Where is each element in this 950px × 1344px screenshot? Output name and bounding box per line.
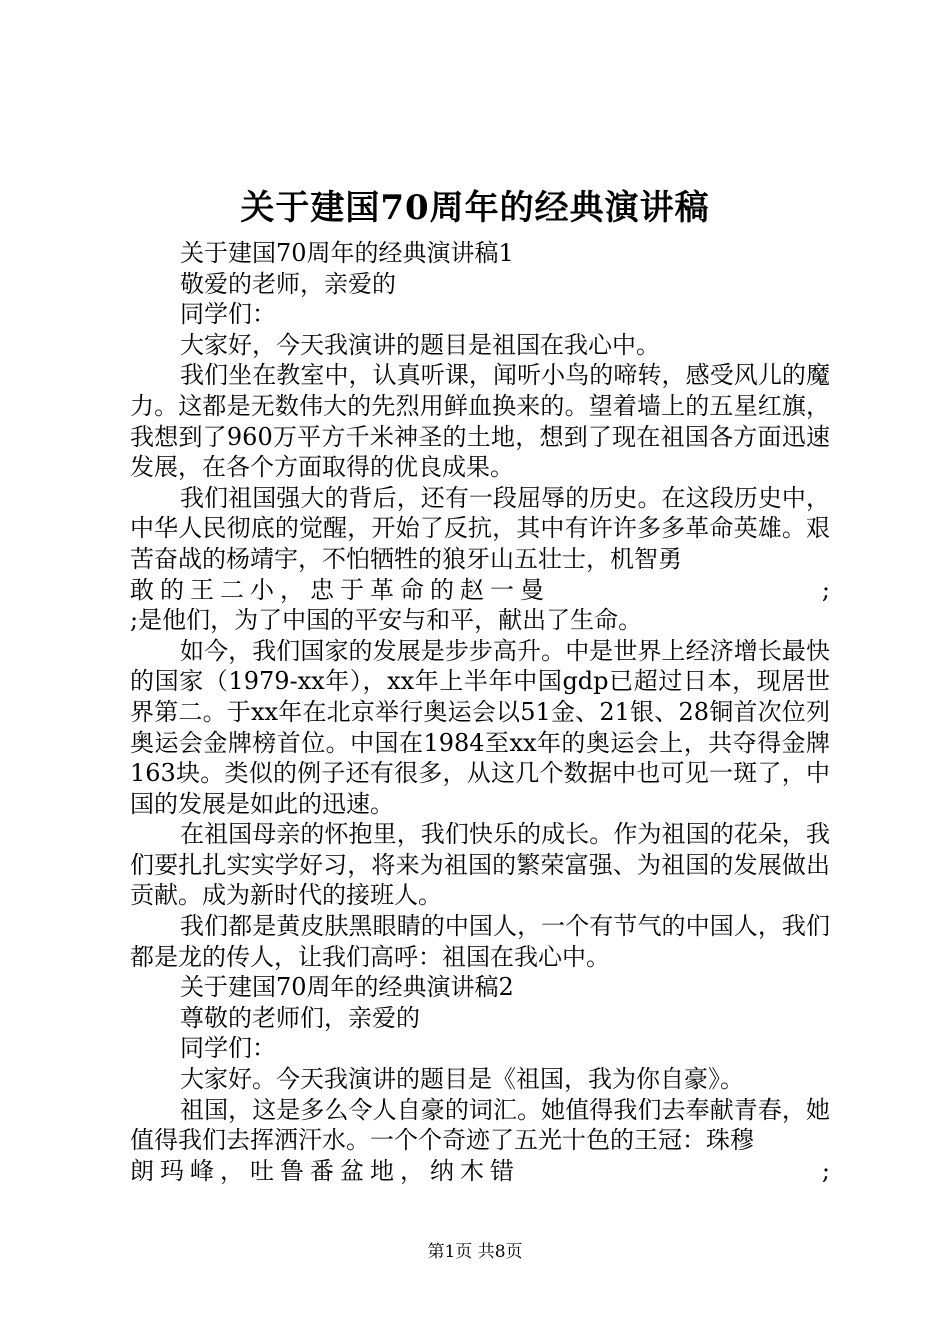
paragraph: 我们祖国强大的背后，还有一段屈辱的历史。在这段历史中，中华人民彻底的觉醒，开始了反抗，其中有许许多多革命英雄。艰苦奋战的杨靖宇，不怕牺牲的狼牙山五壮士，机智勇 [130,483,830,573]
justified-line [130,575,830,606]
paragraph: 如今，我们国家的发展是步步高升。中是世界上经济增长最快的国家（1979-xx年），xx年上半年中国gdp已超过日本，现居世界第二。于xx年在北京举行奥运会以51金、21银、28铜首次位列奥运会金牌榜首位。中国在1984至xx年的奥运会上，共夺得金牌163块。类似的例子还有很多，从这几个数据中也可见一斑了，中国的发展是如此的迅速。 [130,636,830,818]
page-footer: 第1页 共8页 [427,1242,523,1262]
paragraph: 祖国，这是多么令人自豪的词汇。她值得我们去奉献青春，她值得我们去挥洒汗水。一个个奇迹了五光十色的王冠：珠穆 [130,1095,830,1155]
paragraph: 尊敬的老师们，亲爱的 [180,1003,420,1032]
justified-line-right: ; [821,1156,830,1185]
paragraph: 同学们： [180,1034,276,1063]
document-body [130,238,830,1186]
paragraph: 敬爱的老师，亲爱的 [180,269,396,298]
justified-line [130,1156,830,1187]
paragraph: ;是他们，为了中国的平安与和平，献出了生命。 [130,606,643,635]
paragraph: 大家好，今天我演讲的题目是祖国在我心中。 [180,330,660,359]
paragraph: 大家好。今天我演讲的题目是《祖国，我为你自豪》。 [180,1065,744,1094]
justified-line-right: ; [821,575,830,604]
paragraph: 我们坐在教室中，认真听课，闻听小鸟的啼转，感受风儿的魔力。这都是无数伟大的先烈用鲜血换来的。望着墙上的五星红旗，我想到了960万平方千米神圣的土地，想到了现在祖国各方面迅速发展，在各个方面取得的优良成果。 [130,361,830,482]
paragraph: 在祖国母亲的怀抱里，我们快乐的成长。作为祖国的花朵，我们要扎扎实实学好习，将来为祖国的繁荣富强、为祖国的发展做出贡献。成为新时代的接班人。 [130,820,830,910]
document-title: 关于建国70周年的经典演讲稿 [240,188,710,228]
paragraph: 我们都是黄皮肤黑眼睛的中国人，一个有节气的中国人，我们都是龙的传人，让我们高呼：祖国在我心中。 [130,912,830,971]
justified-line-left: 朗玛峰，吐鲁番盆地，纳木错 [130,1156,520,1185]
paragraph: 关于建国70周年的经典演讲稿1 [180,239,514,267]
paragraph: 同学们： [180,300,276,329]
section-heading: 关于建国70周年的经典演讲稿2 [180,973,514,1002]
justified-line-left: 敢的王二小，忠于革命的赵一曼 [130,575,550,604]
